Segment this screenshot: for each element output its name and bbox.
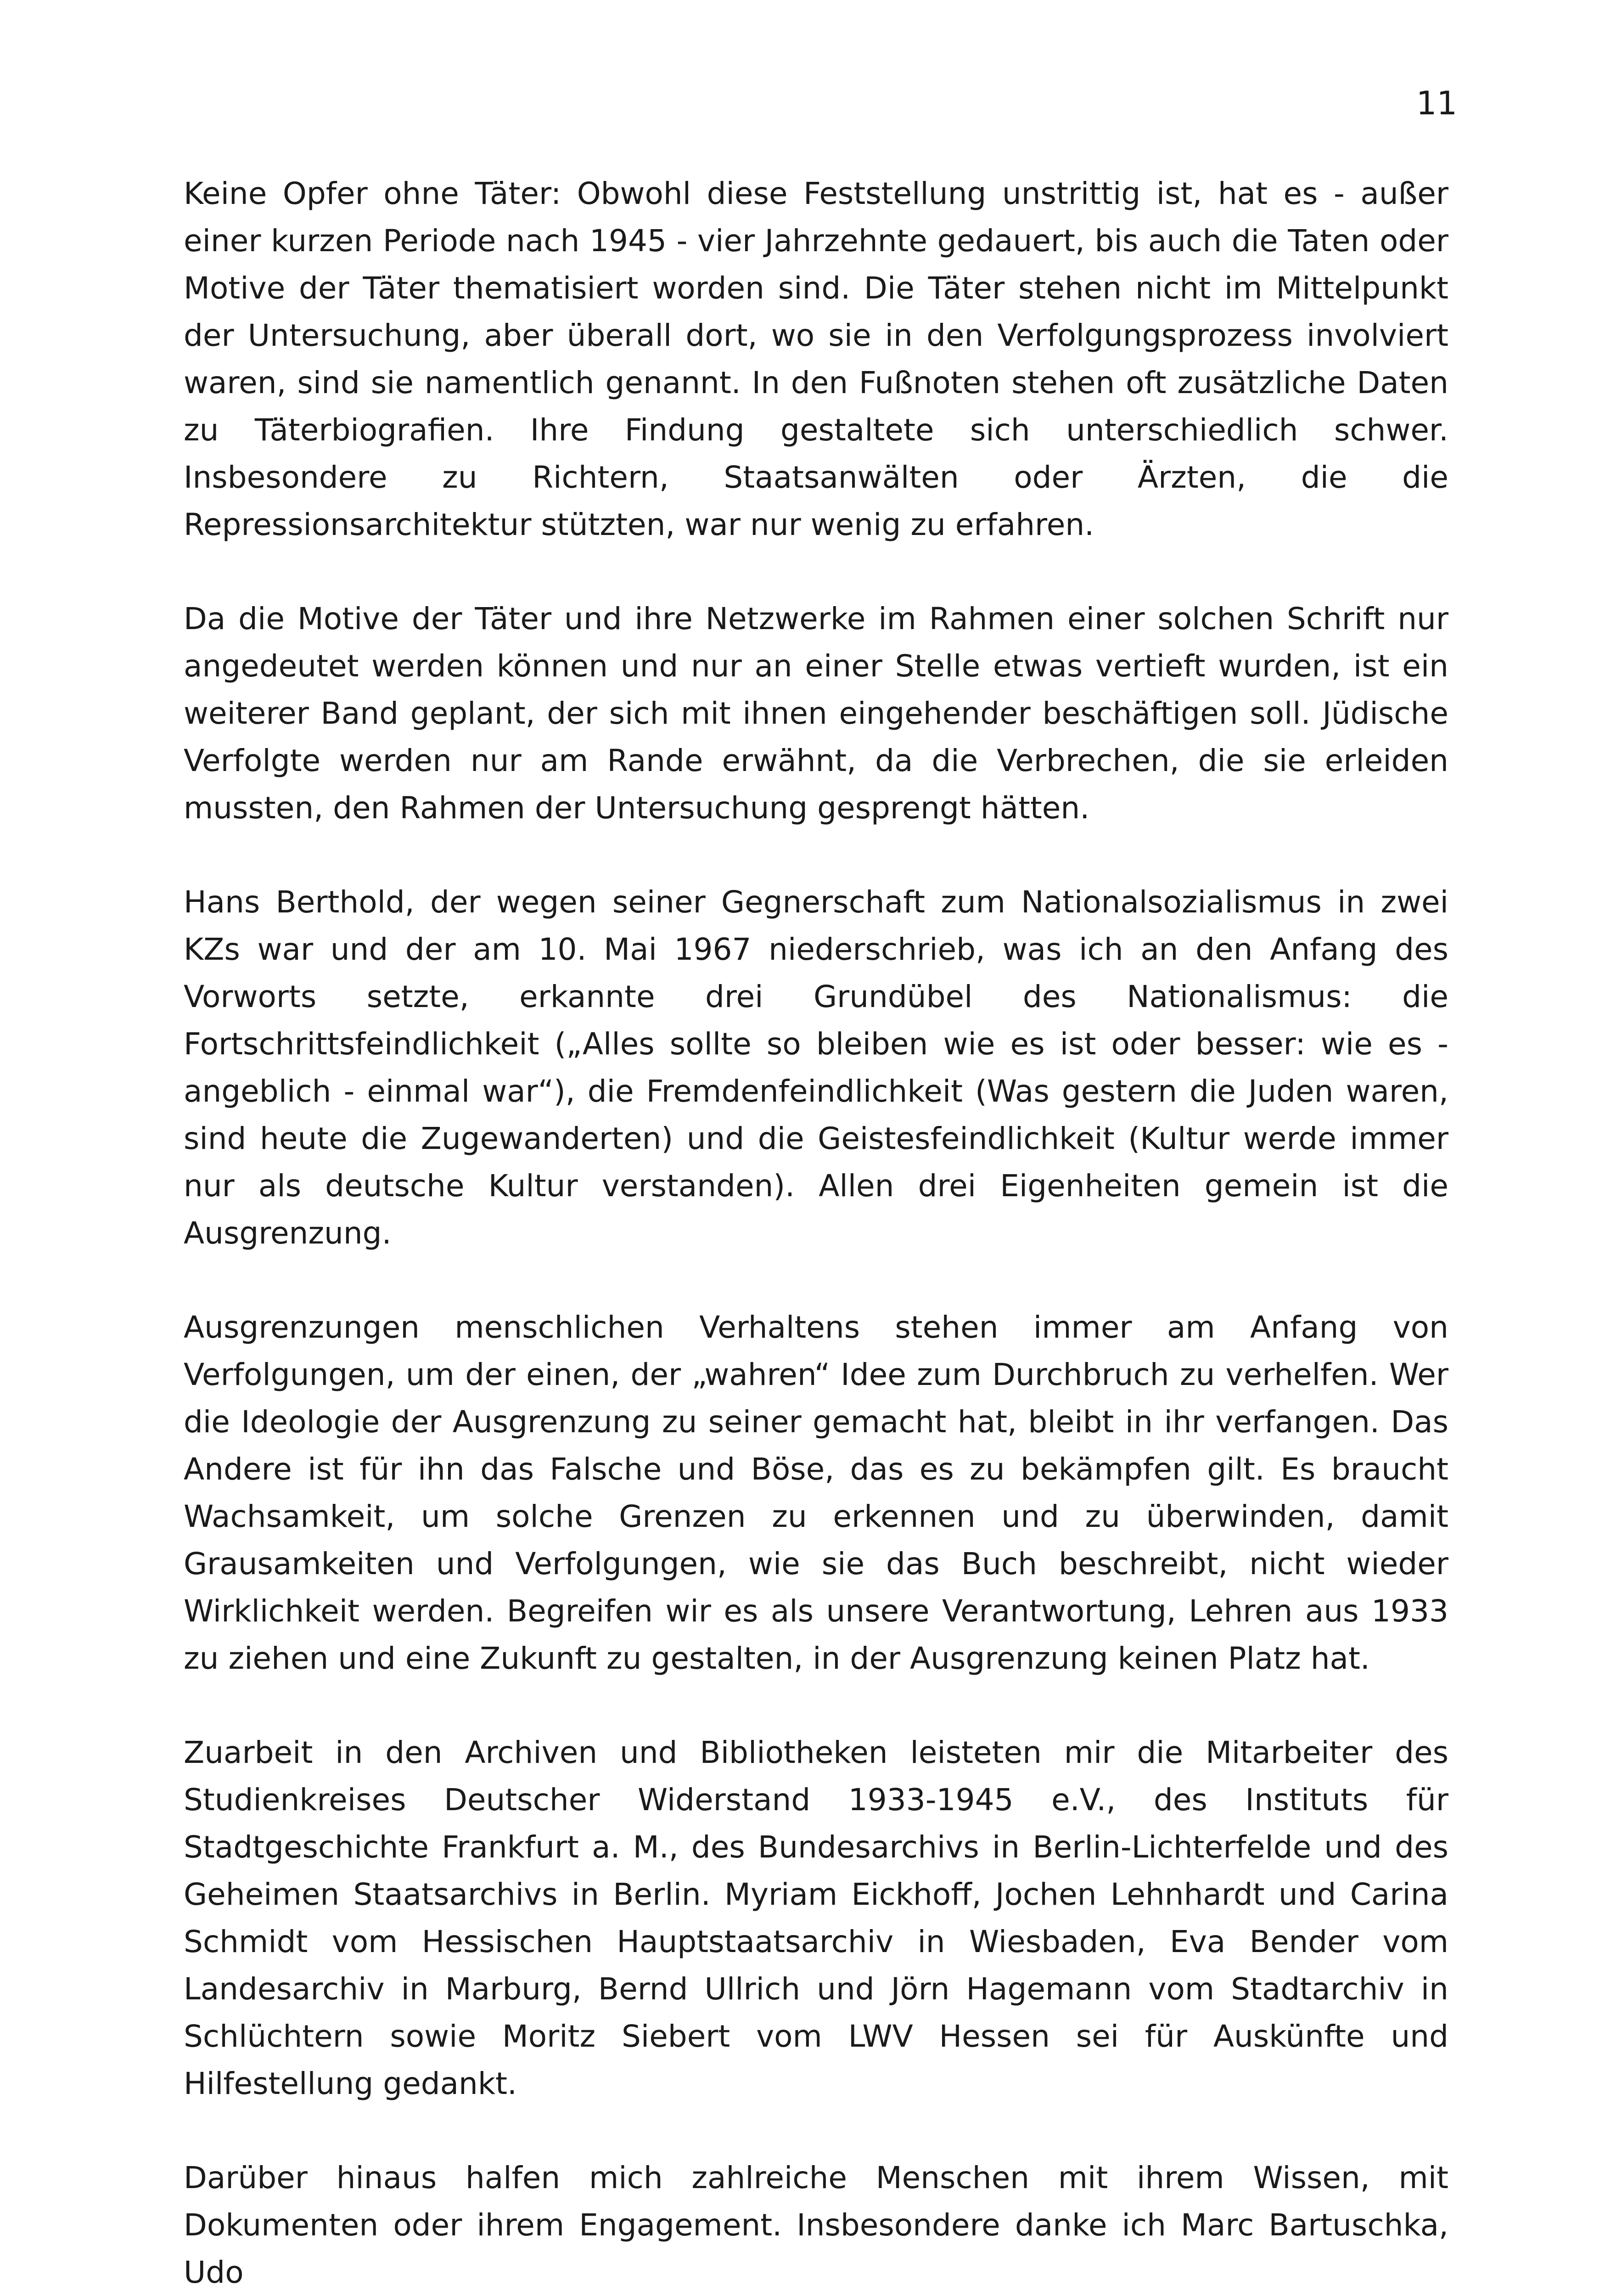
paragraph-exclusion: Ausgrenzungen menschlichen Verhaltens stehen immer am Anfang von Verfolgungen, um der einen, der „wahren“ Idee zum Durchbruch zu verhelfen. Wer die Ideologie der Ausgrenzung zu seiner gemacht hat, bleibt in ihr verfangen. Das Andere ist für ihn das Falsche und Böse, das es zu bekämpfen gilt. Es braucht Wachsamkeit, um solche Grenzen zu erkennen und zu überwinden, damit Grausamkeiten und Verfolgungen, wie sie das Buch beschreibt, nicht wieder Wirklichkeit werden. Begreifen wir es als unsere Verantwortung, Lehren aus 1933 zu ziehen und eine Zukunft zu gestalten, in der Ausgrenzung keinen Platz hat. [184, 1310, 1448, 1676]
paragraph-hans-berthold: Hans Berthold, der wegen seiner Gegnerschaft zum Nationalsozialismus in zwei KZs war und der am 10. Mai 1967 niederschrieb, was ich an den Anfang des Vorworts setzte, erkannte drei Grundübel des Nationalismus: die Fortschrittsfeindlichkeit („Alles sollte so bleiben wie es ist oder besser: wie es - angeblich - einmal war“), die Fremdenfeindlichkeit (Was gestern die Juden waren, sind heute die Zugewanderten) und die Geistesfeindlichkeit (Kultur werde immer nur als deutsche Kultur verstanden). Allen drei Eigenheiten gemein ist die Ausgrenzung. [184, 884, 1448, 1251]
paragraph-further-thanks: Darüber hinaus halfen mich zahlreiche Menschen mit ihrem Wissen, mit Dokumenten oder ihrem Engagement. Insbesondere danke ich Marc Bartuschka, Udo [184, 2160, 1448, 2290]
paragraph-perpetrators: Keine Opfer ohne Täter: Obwohl diese Feststellung unstrittig ist, hat es - außer einer kurzen Periode nach 1945 - vier Jahrzehnte gedauert, bis auch die Taten oder Motive der Täter thematisiert worden sind. Die Täter stehen nicht im Mittelpunkt der Untersuchung, aber überall dort, wo sie in den Verfolgungsprozess involviert waren, sind sie namentlich genannt. In den Fußnoten stehen oft zusätzliche Daten zu Täterbiografien. Ihre Findung gestaltete sich unterschiedlich schwer. Insbesondere zu Richtern, Staatsanwälten oder Ärzten, die die Repressionsarchitektur stützten, war nur wenig zu erfahren. [184, 176, 1448, 542]
paragraph-archives-thanks: Zuarbeit in den Archiven und Bibliotheken leisteten mir die Mitarbeiter des Studienkreises Deutscher Widerstand 1933-1945 e.V., des Instituts für Stadtgeschichte Frankfurt a. M., des Bundesarchivs in Berlin-Lichterfelde und des Geheimen Staatsarchivs in Berlin. Myriam Eickhoff, Jochen Lehnhardt und Carina Schmidt vom Hessischen Hauptstaatsarchiv in Wiesbaden, Eva Bender vom Landesarchiv in Marburg, Bernd Ullrich und Jörn Hagemann vom Stadtarchiv in Schlüchtern sowie Moritz Siebert vom LWV Hessen sei für Auskünfte und Hilfestellung gedankt. [184, 1735, 1448, 2101]
page-body [184, 170, 1448, 2296]
page-number: 11 [1416, 84, 1457, 122]
paragraph-further-volume: Da die Motive der Täter und ihre Netzwerke im Rahmen einer solchen Schrift nur angedeutet werden können und nur an einer Stelle etwas vertieft wurden, ist ein weiterer Band geplant, der sich mit ihnen eingehender beschäftigen soll. Jüdische Verfolgte werden nur am Rande erwähnt, da die Verbrechen, die sie erleiden mussten, den Rahmen der Untersuchung gesprengt hätten. [184, 601, 1448, 826]
